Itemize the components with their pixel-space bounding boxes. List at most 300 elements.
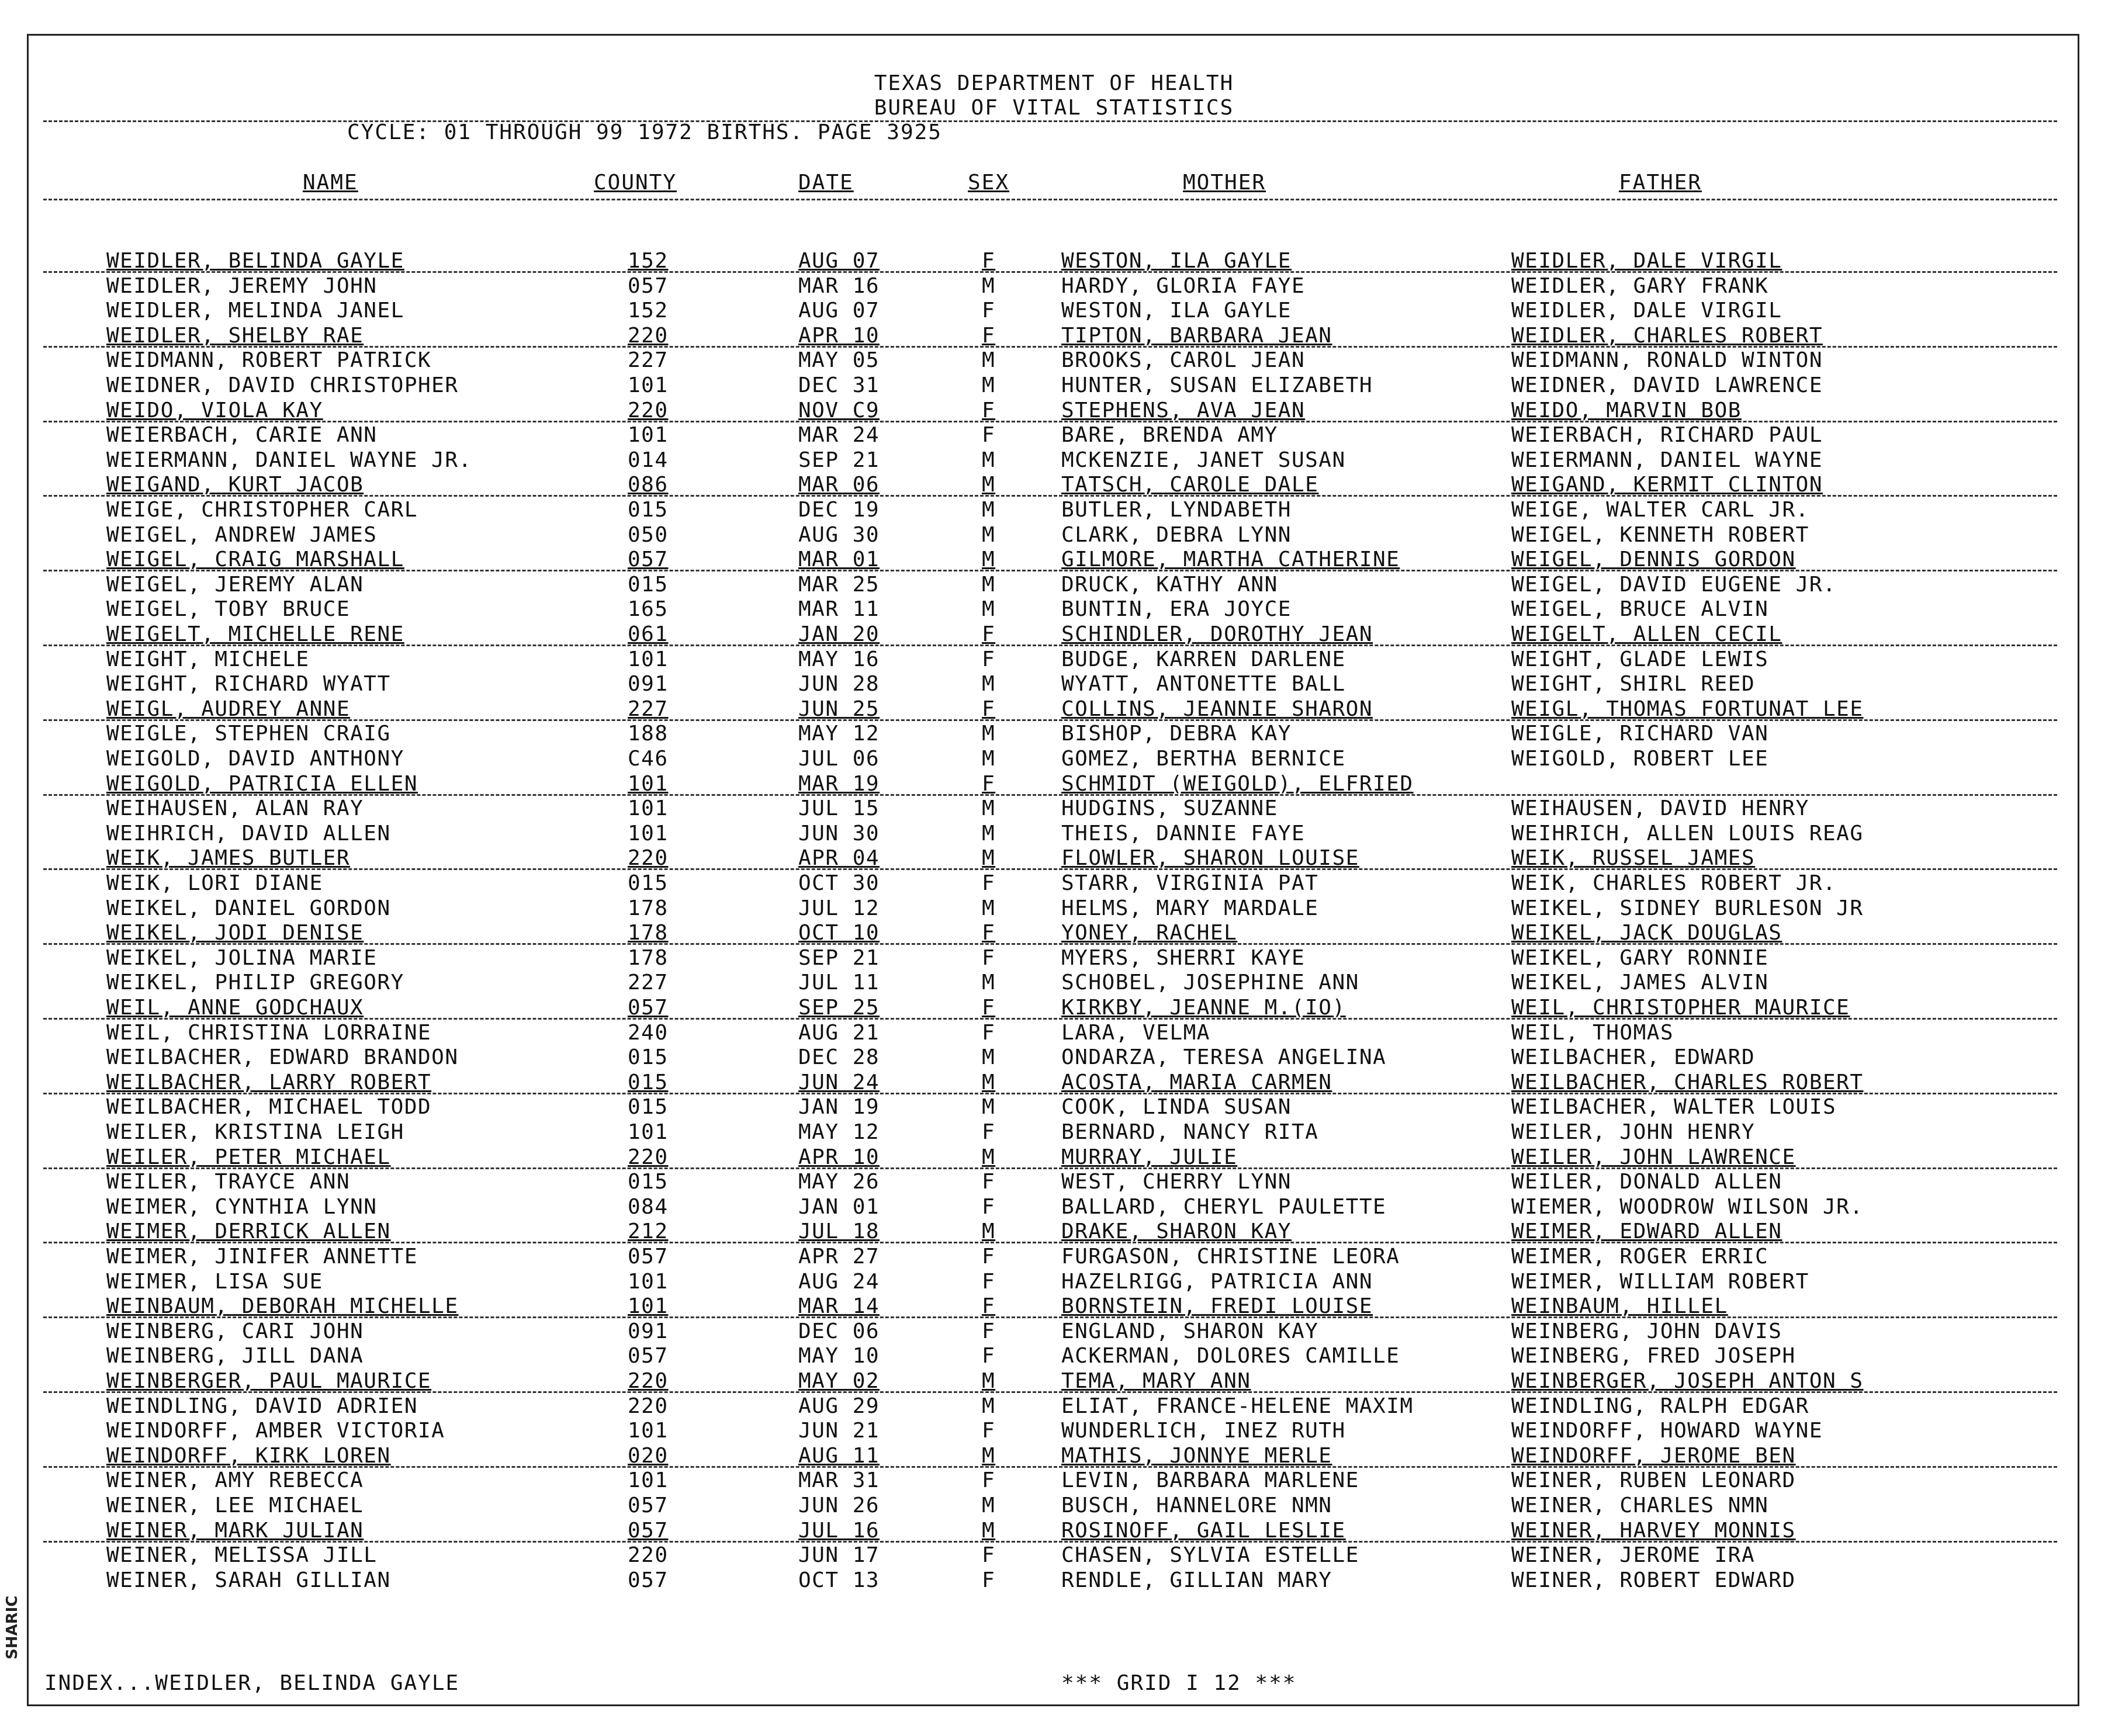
record-mother: BUTLER, LYNDABETH (1061, 498, 1292, 522)
record-name: WEIGEL, ANDREW JAMES (106, 522, 378, 547)
record-county: 101 (628, 1294, 669, 1319)
record-father: WEIGAND, KERMIT CLINTON (1511, 473, 1823, 497)
table-row (0, 1519, 2108, 1543)
record-father: WEINBERGER, JOSEPH ANTON S (1511, 1369, 1864, 1393)
record-name: WEIGHT, RICHARD WYATT (106, 672, 391, 697)
table-row (0, 1319, 2108, 1344)
table-row (0, 1369, 2108, 1394)
record-mother: FLOWLER, SHARON LOUISE (1061, 846, 1359, 871)
record-county: 152 (628, 299, 669, 323)
record-name: WEIGHT, MICHELE (106, 647, 310, 671)
record-date: AUG 24 (798, 1269, 880, 1294)
record-mother: ONDARZA, TERESA ANGELINA (1061, 1045, 1387, 1070)
record-name: WEIHRICH, DAVID ALLEN (106, 821, 391, 846)
record-father: WEIDLER, GARY FRANK (1511, 273, 1769, 298)
record-father: WEINDORFF, HOWARD WAYNE (1511, 1419, 1823, 1443)
record-county: 101 (628, 1120, 669, 1144)
record-county: 227 (628, 348, 669, 373)
record-mother: WESTON, ILA GAYLE (1061, 249, 1292, 273)
record-sex: M (982, 448, 996, 472)
record-date: JUN 30 (798, 821, 880, 846)
record-mother: ELIAT, FRANCE-HELENE MAXIM (1061, 1394, 1414, 1418)
table-row (0, 1219, 2108, 1244)
record-name: WEINBERGER, PAUL MAURICE (106, 1369, 432, 1393)
column-header-father: FATHER (1619, 171, 1702, 195)
record-date: MAR 25 (798, 572, 880, 597)
record-father: WEIKEL, GARY RONNIE (1511, 945, 1769, 970)
record-father: WEIGHT, SHIRL REED (1511, 672, 1756, 697)
record-county: C46 (628, 747, 669, 771)
column-header-name: NAME (303, 171, 358, 195)
header-rule (43, 120, 2057, 122)
table-row (0, 597, 2108, 622)
record-name: WEIGEL, CRAIG MARSHALL (106, 548, 404, 572)
record-date: JUL 15 (798, 796, 880, 821)
record-mother: MCKENZIE, JANET SUSAN (1061, 448, 1346, 472)
record-county: 101 (628, 821, 669, 846)
row-separator (43, 1316, 2057, 1318)
record-father: WEIGEL, KENNETH ROBERT (1511, 522, 1809, 547)
record-father: WEINER, JEROME IRA (1511, 1543, 1756, 1568)
table-row (0, 697, 2108, 722)
record-name: WEIDLER, BELINDA GAYLE (106, 249, 404, 273)
record-sex: M (982, 1518, 996, 1543)
record-county: 057 (628, 273, 669, 298)
record-father: WEILBACHER, CHARLES ROBERT (1511, 1070, 1864, 1094)
table-row (0, 871, 2108, 896)
record-date: DEC 06 (798, 1319, 880, 1343)
record-date: AUG 11 (798, 1443, 880, 1468)
record-date: MAR 19 (798, 771, 880, 796)
record-sex: M (982, 373, 996, 397)
record-sex: F (982, 647, 996, 671)
record-date: MAY 10 (798, 1344, 880, 1368)
record-name: WEIGL, AUDREY ANNE (106, 697, 351, 721)
record-name: WEIMER, CYNTHIA LYNN (106, 1194, 378, 1219)
record-father: WEIMER, ROGER ERRIC (1511, 1245, 1769, 1269)
table-row (0, 846, 2108, 871)
table-row (0, 622, 2108, 647)
record-mother: BUDGE, KARREN DARLENE (1061, 647, 1346, 671)
table-row (0, 423, 2108, 448)
record-sex: F (982, 1468, 996, 1493)
record-father: WEIDLER, CHARLES ROBERT (1511, 323, 1823, 348)
table-row (0, 722, 2108, 746)
row-separator (43, 868, 2057, 870)
record-sex: F (982, 1294, 996, 1319)
record-name: WEIL, CHRISTINA LORRAINE (106, 1020, 432, 1045)
record-name: WEINER, MELISSA JILL (106, 1543, 378, 1568)
record-date: APR 04 (798, 846, 880, 871)
table-row (0, 373, 2108, 398)
table-row (0, 498, 2108, 522)
record-mother: BUSCH, HANNELORE NMN (1061, 1494, 1332, 1517)
row-separator (43, 794, 2057, 796)
record-name: WEINBERG, CARI JOHN (106, 1319, 364, 1343)
record-county: 188 (628, 722, 669, 746)
record-sex: M (982, 348, 996, 373)
table-row (0, 1394, 2108, 1419)
record-name: WEIGAND, KURT JACOB (106, 473, 364, 497)
column-header-county: COUNTY (594, 171, 677, 195)
record-father: WEINDLING, RALPH EDGAR (1511, 1394, 1809, 1418)
record-sex: M (982, 1095, 996, 1120)
record-date: MAR 14 (798, 1294, 880, 1319)
record-date: DEC 31 (798, 373, 880, 397)
record-date: MAR 01 (798, 548, 880, 572)
record-sex: M (982, 473, 996, 497)
record-father: WEINBERG, JOHN DAVIS (1511, 1319, 1782, 1343)
record-sex: M (982, 1394, 996, 1418)
row-separator (43, 346, 2057, 348)
record-county: 101 (628, 647, 669, 671)
record-date: OCT 30 (798, 871, 880, 895)
record-county: 057 (628, 1494, 669, 1517)
record-mother: BALLARD, CHERYL PAULETTE (1061, 1194, 1387, 1219)
row-separator (43, 421, 2057, 422)
record-date: JUN 28 (798, 672, 880, 697)
column-header-rule (43, 199, 2057, 200)
record-sex: F (982, 945, 996, 970)
record-name: WEIKEL, JOLINA MARIE (106, 945, 378, 970)
record-father: WEINDORFF, JEROME BEN (1511, 1443, 1796, 1468)
record-county: 015 (628, 1045, 669, 1070)
column-header-mother: MOTHER (1183, 171, 1266, 195)
record-sex: M (982, 747, 996, 771)
record-mother: YONEY, RACHEL (1061, 921, 1238, 945)
table-row (0, 399, 2108, 423)
record-mother: SCHOBEL, JOSEPHINE ANN (1061, 971, 1359, 995)
record-sex: F (982, 871, 996, 895)
table-row (0, 448, 2108, 473)
record-county: 015 (628, 871, 669, 895)
record-name: WEIDNER, DAVID CHRISTOPHER (106, 373, 459, 397)
row-separator (43, 719, 2057, 721)
record-county: 014 (628, 448, 669, 472)
record-mother: BUNTIN, ERA JOYCE (1061, 597, 1292, 622)
record-mother: MATHIS, JONNYE MERLE (1061, 1443, 1332, 1468)
record-name: WEILER, PETER MICHAEL (106, 1145, 391, 1169)
record-father: WEIKEL, JAMES ALVIN (1511, 971, 1769, 995)
record-date: JUN 17 (798, 1543, 880, 1568)
record-name: WEIGOLD, PATRICIA ELLEN (106, 771, 418, 796)
record-name: WEIGE, CHRISTOPHER CARL (106, 498, 418, 522)
record-mother: TEMA, MARY ANN (1061, 1369, 1251, 1393)
record-sex: M (982, 1219, 996, 1244)
record-father: WEILER, JOHN LAWRENCE (1511, 1145, 1796, 1169)
record-name: WEIGEL, JEREMY ALAN (106, 572, 364, 597)
record-county: 212 (628, 1219, 669, 1244)
record-mother: HUDGINS, SUZANNE (1061, 796, 1278, 821)
record-county: 227 (628, 971, 669, 995)
record-date: JUL 18 (798, 1219, 880, 1244)
record-date: JAN 01 (798, 1194, 880, 1219)
header-cycle: CYCLE: 01 THROUGH 99 1972 BIRTHS. PAGE 3925 (347, 120, 942, 144)
record-mother: TATSCH, CAROLE DALE (1061, 473, 1319, 497)
record-date: MAY 02 (798, 1369, 880, 1393)
record-date: MAY 05 (798, 348, 880, 373)
record-county: 101 (628, 1269, 669, 1294)
record-name: WEILBACHER, EDWARD BRANDON (106, 1045, 459, 1070)
record-county: 101 (628, 1468, 669, 1493)
record-father: WEIGL, THOMAS FORTUNAT LEE (1511, 697, 1864, 721)
table-row (0, 473, 2108, 497)
record-date: NOV C9 (798, 398, 880, 422)
record-county: 240 (628, 1020, 669, 1045)
header-bureau: BUREAU OF VITAL STATISTICS (874, 96, 1234, 120)
table-row (0, 1120, 2108, 1145)
record-mother: DRUCK, KATHY ANN (1061, 572, 1278, 597)
record-date: APR 10 (798, 1145, 880, 1169)
record-name: WEIDLER, JEREMY JOHN (106, 273, 378, 298)
record-father: WIEMER, WOODROW WILSON JR. (1511, 1194, 1864, 1219)
record-mother: WYATT, ANTONETTE BALL (1061, 672, 1346, 697)
record-date: JUL 06 (798, 747, 880, 771)
record-mother: BISHOP, DEBRA KAY (1061, 722, 1292, 746)
record-date: MAR 11 (798, 597, 880, 622)
table-row (0, 1468, 2108, 1493)
table-row (0, 647, 2108, 672)
record-name: WEIGELT, MICHELLE RENE (106, 622, 404, 646)
table-row (0, 548, 2108, 572)
row-separator (43, 644, 2057, 646)
record-mother: COLLINS, JEANNIE SHARON (1061, 697, 1373, 721)
record-county: 178 (628, 921, 669, 945)
record-mother: KIRKBY, JEANNE M.(IO) (1061, 996, 1346, 1020)
record-mother: MYERS, SHERRI KAYE (1061, 945, 1306, 970)
record-sex: M (982, 572, 996, 597)
row-separator (43, 1242, 2057, 1243)
record-sex: M (982, 672, 996, 697)
record-mother: GILMORE, MARTHA CATHERINE (1061, 548, 1400, 572)
record-county: 178 (628, 896, 669, 920)
record-county: 091 (628, 1319, 669, 1343)
record-county: 178 (628, 945, 669, 970)
record-county: 050 (628, 522, 669, 547)
record-name: WEIGEL, TOBY BRUCE (106, 597, 351, 622)
record-name: WEINDORFF, AMBER VICTORIA (106, 1419, 445, 1443)
record-father: WEINBERG, FRED JOSEPH (1511, 1344, 1796, 1368)
record-mother: STEPHENS, AVA JEAN (1061, 398, 1306, 422)
row-separator (43, 1541, 2057, 1543)
record-father: WEIGEL, DAVID EUGENE JR. (1511, 572, 1837, 597)
record-date: DEC 19 (798, 498, 880, 522)
record-mother: FURGASON, CHRISTINE LEORA (1061, 1245, 1400, 1269)
record-mother: TIPTON, BARBARA JEAN (1061, 323, 1332, 348)
footer-index: INDEX...WEIDLER, BELINDA GAYLE (44, 1671, 460, 1695)
table-row (0, 822, 2108, 846)
record-mother: SCHMIDT (WEIGOLD), ELFRIED (1061, 771, 1414, 796)
record-father: WEINER, HARVEY MONNIS (1511, 1518, 1796, 1543)
record-sex: F (982, 1020, 996, 1045)
table-row (0, 971, 2108, 995)
table-row (0, 523, 2108, 548)
table-row (0, 1543, 2108, 1568)
table-row (0, 573, 2108, 597)
record-sex: M (982, 1494, 996, 1517)
record-county: 220 (628, 1369, 669, 1393)
record-sex: F (982, 771, 996, 796)
record-sex: F (982, 1319, 996, 1343)
record-county: 101 (628, 423, 669, 448)
column-header-sex: SEX (968, 171, 1010, 195)
record-date: JAN 19 (798, 1095, 880, 1120)
record-date: JUL 11 (798, 971, 880, 995)
record-father: WEIGEL, DENNIS GORDON (1511, 548, 1796, 572)
row-separator (43, 1391, 2057, 1393)
table-row (0, 1045, 2108, 1070)
record-county: 057 (628, 548, 669, 572)
table-row (0, 249, 2108, 273)
record-date: APR 27 (798, 1245, 880, 1269)
record-mother: BORNSTEIN, FREDI LOUISE (1061, 1294, 1373, 1319)
record-county: 015 (628, 1170, 669, 1194)
record-date: AUG 07 (798, 249, 880, 273)
record-father: WEIK, CHARLES ROBERT JR. (1511, 871, 1837, 895)
record-sex: F (982, 249, 996, 273)
record-mother: BROOKS, CAROL JEAN (1061, 348, 1306, 373)
row-separator (43, 1466, 2057, 1468)
record-date: SEP 21 (798, 945, 880, 970)
record-date: JAN 20 (798, 622, 880, 646)
record-county: 086 (628, 473, 669, 497)
record-name: WEIDLER, MELINDA JANEL (106, 299, 404, 323)
record-sex: M (982, 1145, 996, 1169)
record-name: WEILER, TRAYCE ANN (106, 1170, 351, 1194)
record-father: WEIL, THOMAS (1511, 1020, 1674, 1045)
record-sex: F (982, 996, 996, 1020)
record-county: 015 (628, 1095, 669, 1120)
record-county: 057 (628, 1344, 669, 1368)
record-mother: SCHINDLER, DOROTHY JEAN (1061, 622, 1373, 646)
record-name: WEIMER, DERRICK ALLEN (106, 1219, 391, 1244)
record-sex: M (982, 846, 996, 871)
table-row (0, 1270, 2108, 1294)
record-name: WEILBACHER, LARRY ROBERT (106, 1070, 432, 1094)
record-name: WEIL, ANNE GODCHAUX (106, 996, 364, 1020)
record-date: DEC 28 (798, 1045, 880, 1070)
record-sex: F (982, 697, 996, 721)
record-name: WEINER, LEE MICHAEL (106, 1494, 364, 1517)
record-date: MAR 06 (798, 473, 880, 497)
record-name: WEIKEL, PHILIP GREGORY (106, 971, 404, 995)
record-mother: DRAKE, SHARON KAY (1061, 1219, 1292, 1244)
table-row (0, 1444, 2108, 1468)
record-county: 057 (628, 1245, 669, 1269)
record-mother: LEVIN, BARBARA MARLENE (1061, 1468, 1359, 1493)
record-name: WEIHAUSEN, ALAN RAY (106, 796, 364, 821)
record-name: WEIERMANN, DANIEL WAYNE JR. (106, 448, 472, 472)
record-mother: LARA, VELMA (1061, 1020, 1210, 1045)
header-department: TEXAS DEPARTMENT OF HEALTH (874, 71, 1234, 95)
record-date: SEP 25 (798, 996, 880, 1020)
record-county: 101 (628, 796, 669, 821)
record-mother: BERNARD, NANCY RITA (1061, 1120, 1319, 1144)
table-row (0, 324, 2108, 348)
record-name: WEILBACHER, MICHAEL TODD (106, 1095, 432, 1120)
record-county: 101 (628, 1419, 669, 1443)
record-county: 220 (628, 1543, 669, 1568)
record-sex: M (982, 522, 996, 547)
record-father: WEIERMANN, DANIEL WAYNE (1511, 448, 1823, 472)
record-father: WEIDLER, DALE VIRGIL (1511, 299, 1782, 323)
record-name: WEINER, MARK JULIAN (106, 1518, 364, 1543)
table-row (0, 274, 2108, 299)
record-sex: M (982, 548, 996, 572)
record-father: WEIDMANN, RONALD WINTON (1511, 348, 1823, 373)
record-mother: WUNDERLICH, INEZ RUTH (1061, 1419, 1346, 1443)
record-sex: F (982, 423, 996, 448)
record-name: WEINER, SARAH GILLIAN (106, 1568, 391, 1592)
record-sex: M (982, 1369, 996, 1393)
record-county: 015 (628, 572, 669, 597)
record-mother: ENGLAND, SHARON KAY (1061, 1319, 1319, 1343)
record-county: 057 (628, 996, 669, 1020)
record-county: 220 (628, 323, 669, 348)
record-sex: M (982, 821, 996, 846)
record-father: WEIHRICH, ALLEN LOUIS REAG (1511, 821, 1864, 846)
record-sex: M (982, 597, 996, 622)
row-separator (43, 271, 2057, 273)
record-county: 227 (628, 697, 669, 721)
record-name: WEILER, KRISTINA LEIGH (106, 1120, 404, 1144)
record-name: WEIKEL, JODI DENISE (106, 921, 364, 945)
record-county: 101 (628, 771, 669, 796)
record-sex: M (982, 796, 996, 821)
record-father: WEINER, ROBERT EDWARD (1511, 1568, 1796, 1592)
record-father: WEILER, DONALD ALLEN (1511, 1170, 1782, 1194)
table-row (0, 1021, 2108, 1045)
table-row (0, 896, 2108, 921)
record-date: OCT 10 (798, 921, 880, 945)
table-row (0, 1419, 2108, 1443)
record-county: 015 (628, 1070, 669, 1094)
table-row (0, 1170, 2108, 1194)
record-sex: M (982, 1443, 996, 1468)
record-date: MAR 16 (798, 273, 880, 298)
record-father: WEILBACHER, WALTER LOUIS (1511, 1095, 1837, 1120)
record-sex: M (982, 1045, 996, 1070)
record-sex: M (982, 722, 996, 746)
record-date: MAR 31 (798, 1468, 880, 1493)
record-sex: F (982, 299, 996, 323)
record-sex: F (982, 1120, 996, 1144)
record-date: JUN 24 (798, 1070, 880, 1094)
table-row (0, 921, 2108, 945)
record-county: 220 (628, 1145, 669, 1169)
record-county: 220 (628, 1394, 669, 1418)
record-sex: M (982, 1070, 996, 1094)
record-name: WEIDO, VIOLA KAY (106, 398, 323, 422)
record-mother: RENDLE, GILLIAN MARY (1061, 1568, 1332, 1592)
record-mother: STARR, VIRGINIA PAT (1061, 871, 1319, 895)
row-separator (43, 495, 2057, 497)
record-name: WEIK, JAMES BUTLER (106, 846, 351, 871)
table-row (0, 1095, 2108, 1120)
row-separator (43, 570, 2057, 571)
record-father: WEIERBACH, RICHARD PAUL (1511, 423, 1823, 448)
table-row (0, 1294, 2108, 1319)
record-county: 057 (628, 1568, 669, 1592)
footer-grid: *** GRID I 12 *** (1061, 1671, 1297, 1695)
record-father: WEIHAUSEN, DAVID HENRY (1511, 796, 1809, 821)
record-name: WEIKEL, DANIEL GORDON (106, 896, 391, 920)
record-sex: F (982, 1245, 996, 1269)
record-date: AUG 07 (798, 299, 880, 323)
table-row (0, 996, 2108, 1020)
table-row (0, 1568, 2108, 1593)
record-name: WEIDMANN, ROBERT PATRICK (106, 348, 432, 373)
